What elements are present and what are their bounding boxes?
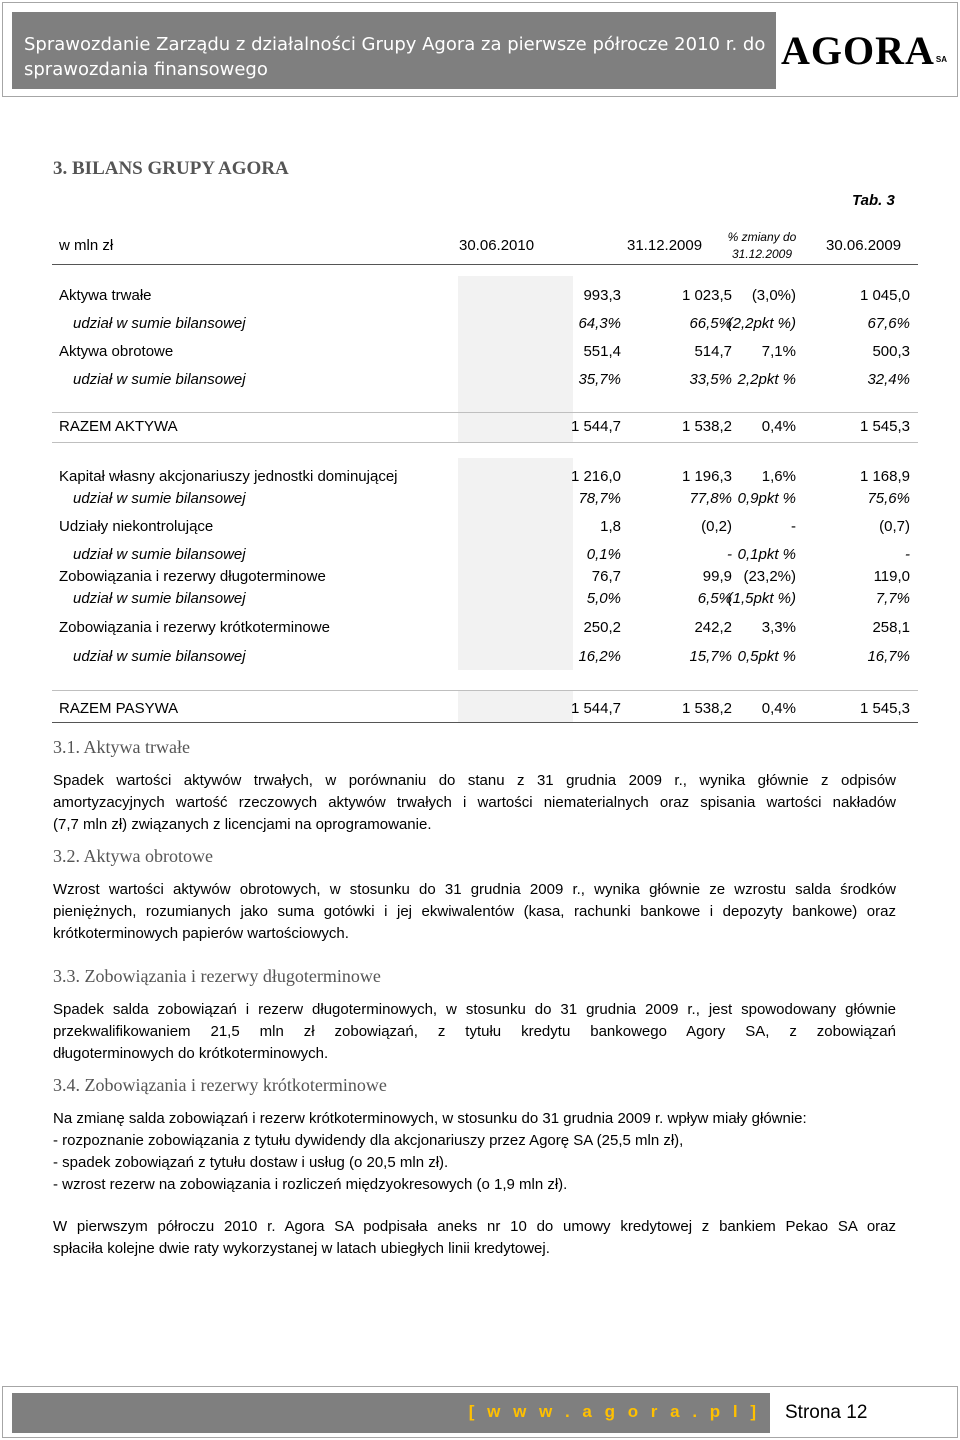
cell-change: (3,0%): [751, 287, 796, 304]
shade-block-liabilities: [458, 458, 573, 670]
list-item: - wzrost rezerw na zobowiązania i rozliczeń międzyokresowych (o 1,9 mln zł).: [53, 1176, 568, 1193]
cell-2009-06: 32,4%: [867, 371, 910, 388]
cell-2009-12: 6,5%: [697, 590, 732, 607]
paragraph-line: spłaciła kolejne dwie raty wykorzystanej w latach ubiegłych linii kredytowej.: [53, 1240, 550, 1257]
cell-2009-12: 15,7%: [689, 648, 732, 665]
paragraph-line: W pierwszym półroczu 2010 r. Agora SA podpisała aneks nr 10 do umowy kredytowej z bankiem Pekao SA oraz: [53, 1218, 896, 1235]
list-item: - spadek zobowiązań z tytułu dostaw i usług (o 20,5 mln zł).: [53, 1154, 449, 1171]
cell-change: 0,4%: [761, 700, 796, 717]
paragraph-line: długoterminowych do krótkoterminowych.: [53, 1045, 329, 1062]
header-title-line2: sprawozdania finansowego: [24, 59, 268, 80]
footer-band: [12, 1393, 770, 1433]
table-number: Tab. 3: [852, 192, 895, 209]
section-title: 3. BILANS GRUPY AGORA: [53, 158, 289, 179]
subsection-heading: 3.2. Aktywa obrotowe: [53, 846, 213, 866]
cell-2009-06: 75,6%: [867, 490, 910, 507]
row-label: Udziały niekontrolujące: [59, 518, 214, 535]
page-number: Strona 12: [785, 1402, 868, 1423]
logo-text: AGORA: [780, 28, 935, 73]
cell-2009-06: 16,7%: [867, 648, 910, 665]
paragraph: [53, 1108, 896, 1196]
cell-2009-12: 242,2: [694, 619, 732, 636]
cell-change: (2,2pkt %): [727, 315, 796, 332]
unit-label: w mln zł: [59, 237, 114, 254]
footer-url-link[interactable]: [ w w w . a g o r a . p l ]: [468, 1402, 760, 1421]
cell-2010-06: 64,3%: [578, 315, 621, 332]
list-item: - rozpoznanie zobowiązania z tytułu dywidendy dla akcjonariuszy przez Agorę SA (25,5 mln zł),: [53, 1132, 684, 1149]
row-label: udział w sumie bilansowej: [73, 371, 246, 388]
row-label: udział w sumie bilansowej: [73, 315, 246, 332]
col-header-2009-06: 30.06.2009: [826, 237, 902, 254]
cell-change: 0,1pkt %: [737, 546, 796, 563]
col-header-2010-06: 30.06.2010: [459, 237, 535, 254]
cell-2010-06: 250,2: [583, 619, 621, 636]
cell-2009-06: 258,1: [872, 619, 910, 636]
page-footer: [2, 1386, 958, 1438]
cell-2009-06: 500,3: [872, 343, 910, 360]
row-label: Zobowiązania i rezerwy krótkoterminowe: [59, 619, 330, 636]
cell-2010-06: 993,3: [583, 287, 621, 304]
row-label: udział w sumie bilansowej: [73, 648, 246, 665]
cell-2009-06: 1 545,3: [859, 418, 910, 435]
cell-2009-06: 1 545,3: [859, 700, 910, 717]
paragraph-line: amortyzacyjnych wartość rzeczowych aktywów trwałych i wartości niematerialnych oraz spisania wartości nakładów: [53, 794, 896, 811]
paragraph-line: Na zmianę salda zobowiązań i rezerw krótkoterminowych, w stosunku do 31 grudnia 2009 r. wpływ miały głównie:: [53, 1110, 807, 1127]
row-label: Zobowiązania i rezerwy długoterminowe: [59, 568, 326, 585]
agora-logo: [779, 12, 949, 89]
cell-2010-06: 1 544,7: [570, 418, 621, 435]
cell-2009-06: 1 045,0: [859, 287, 910, 304]
cell-2009-12: (0,2): [701, 518, 732, 535]
cell-2009-06: 67,6%: [867, 315, 910, 332]
paragraph-line: pieniężnych, rozumianych jako suma gotówki i jej ekwiwalentów (kasa, rachunki bankowe i depozyty bankowe) oraz: [53, 903, 896, 920]
row-label: udział w sumie bilansowej: [73, 490, 246, 507]
cell-2010-06: 1,8: [600, 518, 621, 535]
total-divider-top: [52, 412, 918, 413]
cell-2010-06: 76,7: [591, 568, 621, 585]
cell-2009-12: 99,9: [702, 568, 732, 585]
col-header-change: [712, 229, 812, 263]
cell-2010-06: 5,0%: [586, 590, 621, 607]
cell-2009-12: 1 196,3: [681, 468, 732, 485]
col-header-2009-12: 31.12.2009: [627, 237, 703, 254]
cell-2010-06: 0,1%: [586, 546, 621, 563]
cell-2009-12: 1 023,5: [681, 287, 732, 304]
row-label: udział w sumie bilansowej: [73, 546, 246, 563]
paragraph-line: (7,7 mln zł) związanych z licencjami na oprogramowanie.: [53, 816, 432, 833]
cell-change: (23,2%): [743, 568, 796, 585]
cell-2010-06: 1 216,0: [570, 468, 621, 485]
cell-2009-12: 77,8%: [689, 490, 732, 507]
subsection-heading: 3.3. Zobowiązania i rezerwy długoterminowe: [53, 966, 381, 986]
cell-change: (1,5pkt %): [727, 590, 796, 607]
paragraph: [53, 770, 896, 836]
paragraph-line: Spadek salda zobowiązań i rezerw długoterminowych, w stosunku do 31 grudnia 2009 r., jest spowodowany głównie: [53, 1001, 896, 1018]
col-header-change-line2: 31.12.2009: [731, 247, 793, 261]
header-divider: [52, 264, 918, 265]
cell-2009-06: (0,7): [879, 518, 910, 535]
row-label: udział w sumie bilansowej: [73, 590, 246, 607]
cell-2010-06: 78,7%: [578, 490, 621, 507]
total-divider-bottom: [52, 442, 918, 443]
cell-2009-12: 514,7: [694, 343, 732, 360]
logo-suffix: SA: [935, 55, 947, 64]
cell-2009-12: 1 538,2: [681, 700, 732, 717]
cell-change: 0,4%: [761, 418, 796, 435]
row-label: Kapitał własny akcjonariuszy jednostki dominującej: [59, 468, 398, 485]
cell-change: 3,3%: [761, 619, 796, 636]
paragraph: [53, 999, 896, 1065]
cell-2009-12: 1 538,2: [681, 418, 732, 435]
col-header-change-line1: % zmiany do: [727, 230, 797, 244]
cell-2009-06: 7,7%: [875, 590, 910, 607]
table-bottom-divider: [52, 722, 918, 723]
cell-change: 2,2pkt %: [737, 371, 796, 388]
row-label: Aktywa obrotowe: [59, 343, 174, 360]
cell-2009-12: -: [727, 546, 732, 563]
header-band: [12, 12, 776, 89]
cell-change: 0,5pkt %: [737, 648, 796, 665]
shade-block-assets: [458, 276, 573, 418]
cell-2010-06: 35,7%: [578, 371, 621, 388]
paragraph: [53, 879, 896, 945]
total-liabilities-divider-top: [52, 690, 918, 691]
shade-total-liabilities: [458, 690, 573, 722]
cell-change: 7,1%: [761, 343, 796, 360]
page-header: [2, 2, 958, 97]
paragraph-line: krótkoterminowych papierów wartościowych.: [53, 925, 349, 942]
cell-change: 0,9pkt %: [737, 490, 796, 507]
cell-2010-06: 551,4: [583, 343, 621, 360]
subsection-heading: 3.4. Zobowiązania i rezerwy krótkoterminowe: [53, 1075, 387, 1095]
closing-paragraph: [53, 1216, 896, 1260]
cell-2009-06: 1 168,9: [859, 468, 910, 485]
paragraph-line: Wzrost wartości aktywów obrotowych, w stosunku do 31 grudnia 2009 r., wynika głównie ze wzrostu salda środków: [53, 881, 896, 898]
row-label: RAZEM AKTYWA: [59, 418, 178, 435]
cell-2010-06: 1 544,7: [570, 700, 621, 717]
paragraph-line: Spadek wartości aktywów trwałych, w porównaniu do stanu z 31 grudnia 2009 r., wynika głównie z odpisów: [53, 772, 896, 789]
row-label: RAZEM PASYWA: [59, 700, 179, 717]
cell-2010-06: 16,2%: [578, 648, 621, 665]
cell-2009-12: 33,5%: [689, 371, 732, 388]
paragraph-line: przekwalifikowaniem 21,5 mln zł zobowiązań, z tytułu kredytu bankowego Agory SA, z zobowiązań: [53, 1023, 896, 1040]
row-label: Aktywa trwałe: [59, 287, 152, 304]
cell-2009-12: 66,5%: [689, 315, 732, 332]
subsection-heading: 3.1. Aktywa trwałe: [53, 737, 190, 757]
cell-2009-06: -: [905, 546, 910, 563]
shade-total-assets: [458, 412, 573, 442]
cell-2009-06: 119,0: [873, 568, 910, 585]
cell-change: -: [791, 518, 796, 535]
cell-change: 1,6%: [761, 468, 796, 485]
header-title-line1: Sprawozdanie Zarządu z działalności Grupy Agora za pierwsze półrocze 2010 r. do: [24, 34, 766, 55]
